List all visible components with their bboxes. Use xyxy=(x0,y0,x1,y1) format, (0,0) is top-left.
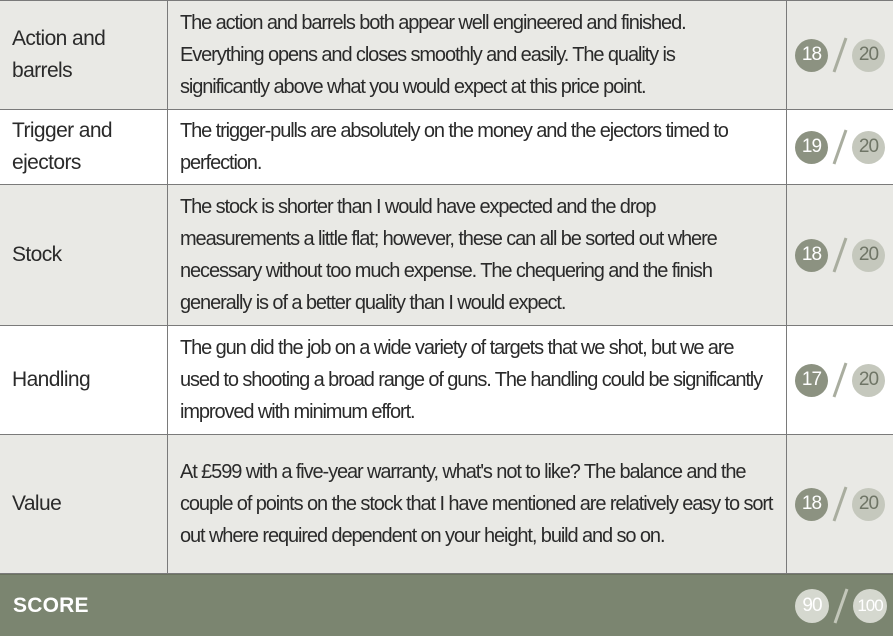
row-score xyxy=(787,435,893,573)
slash-icon xyxy=(829,361,851,399)
total-score-bar xyxy=(0,574,893,636)
score-max: 20 xyxy=(852,488,885,521)
row-description xyxy=(168,435,787,573)
score-value: 18 xyxy=(795,39,828,72)
row-description xyxy=(168,185,787,325)
row-category-label: Trigger and ejectors xyxy=(12,119,113,174)
row-category xyxy=(0,1,168,109)
total-score-max: 100 xyxy=(853,589,887,623)
score-value: 18 xyxy=(795,239,828,272)
row-category-label: Value xyxy=(12,492,62,515)
score-max: 20 xyxy=(852,39,885,72)
row-description-text: The action and barrels both appear well engineered and finished. Everything opens and closes smoothly and easily. The quality is significantly above what you would expect at this price point. xyxy=(180,12,686,98)
table-row xyxy=(0,434,893,574)
score-max: 20 xyxy=(852,364,885,397)
row-category-label: Handling xyxy=(12,368,91,391)
row-category-label: Stock xyxy=(12,243,62,266)
slash-icon xyxy=(829,36,851,74)
row-description xyxy=(168,326,787,434)
row-description xyxy=(168,110,787,184)
slash-icon xyxy=(829,485,851,523)
row-description-text: The gun did the job on a wide variety of targets that we shot, but we are used to shooting a broad range of guns. The handling could be significantly improved with minimum effort. xyxy=(180,337,763,423)
score-max: 20 xyxy=(852,239,885,272)
row-score xyxy=(787,1,893,109)
table-row xyxy=(0,109,893,184)
table-row xyxy=(0,0,893,109)
row-category xyxy=(0,326,168,434)
row-score xyxy=(787,326,893,434)
row-category xyxy=(0,435,168,573)
total-score-value: 90 xyxy=(795,589,829,623)
row-description-text: The trigger-pulls are absolutely on the money and the ejectors timed to perfection. xyxy=(180,120,728,174)
row-category xyxy=(0,110,168,184)
total-score xyxy=(795,575,887,636)
score-value: 19 xyxy=(795,131,828,164)
total-score-label: SCORE xyxy=(13,593,89,617)
slash-icon xyxy=(829,236,851,274)
row-description-text: At £599 with a five-year warranty, what's not to like? The balance and the couple of points on the stock that I have mentioned are relatively easy to sort out where required dependent on your height, build and so on. xyxy=(180,461,773,547)
slash-icon xyxy=(829,128,851,166)
slash-icon xyxy=(830,587,852,625)
row-score xyxy=(787,110,893,184)
score-value: 17 xyxy=(795,364,828,397)
row-score xyxy=(787,185,893,325)
table-row xyxy=(0,184,893,325)
row-category-label: Action and barrels xyxy=(12,27,106,82)
score-max: 20 xyxy=(852,131,885,164)
row-category xyxy=(0,185,168,325)
row-description-text: The stock is shorter than I would have expected and the drop measurements a little flat; however, these can all be sorted out where necessary without too much expense. The chequering and the finish generally is of a better quality than I would expect. xyxy=(180,196,717,314)
table-row xyxy=(0,325,893,434)
row-description xyxy=(168,1,787,109)
score-value: 18 xyxy=(795,488,828,521)
